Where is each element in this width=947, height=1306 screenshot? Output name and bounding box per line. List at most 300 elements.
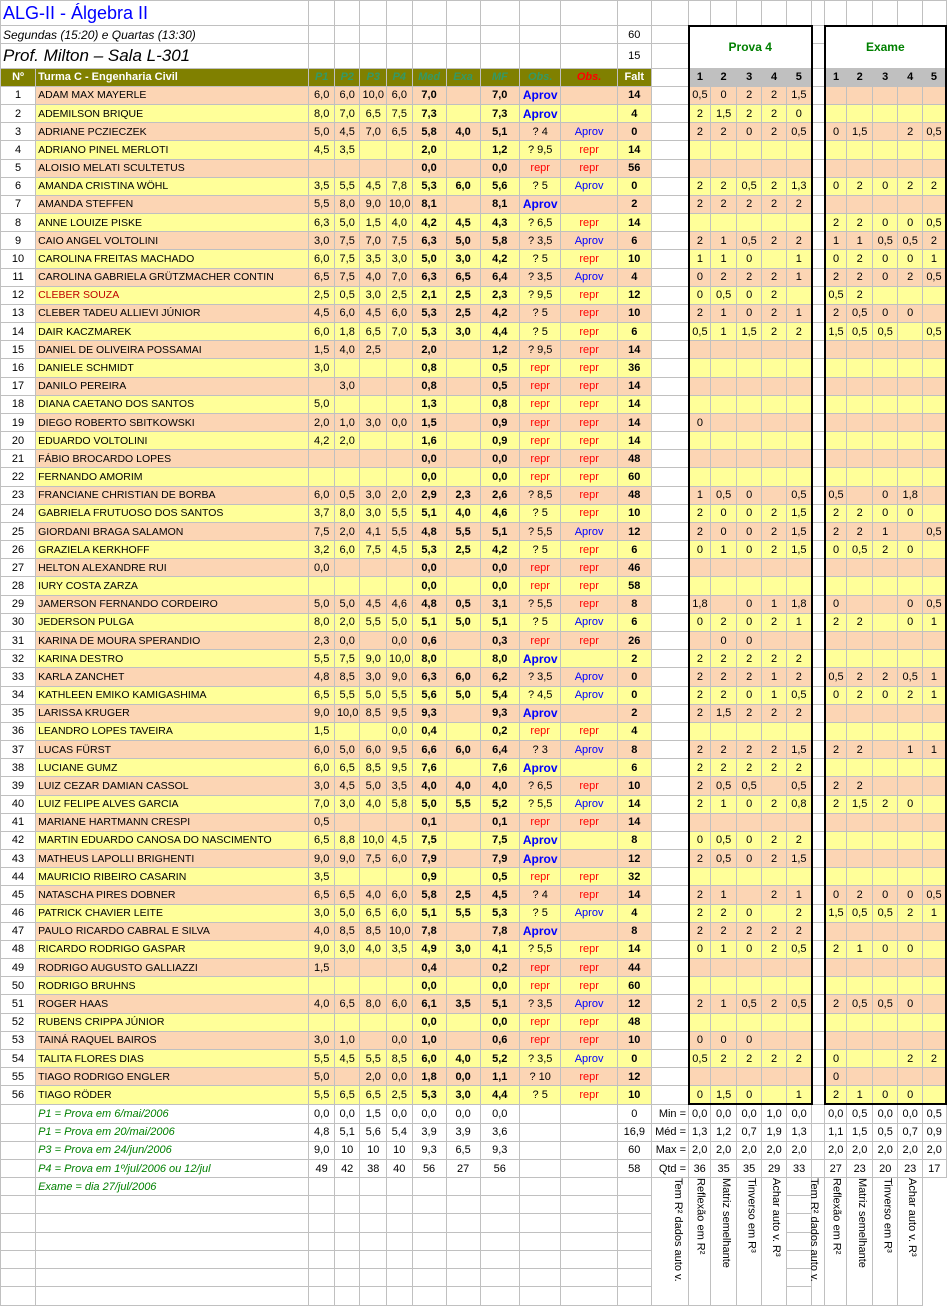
empty-cell[interactable]: [651, 722, 688, 740]
prova4-q3[interactable]: [736, 722, 762, 740]
prova4-q5[interactable]: 0,5: [786, 486, 812, 504]
prova4-q1[interactable]: [689, 631, 711, 649]
empty-cell[interactable]: [812, 686, 825, 704]
absences[interactable]: 14: [617, 795, 651, 813]
grade-p3[interactable]: [360, 450, 387, 468]
grade-p1[interactable]: 6,0: [309, 323, 335, 341]
prova4-q1[interactable]: [689, 1013, 711, 1031]
empty-cell[interactable]: [387, 1178, 413, 1196]
grade-p1[interactable]: 4,5: [309, 141, 335, 159]
grade-p1[interactable]: 5,0: [309, 123, 335, 141]
grade-p1[interactable]: [309, 1013, 335, 1031]
stat-value[interactable]: 42: [334, 1159, 360, 1177]
exame-q4[interactable]: 0: [898, 214, 922, 232]
status-obs2[interactable]: Aprov: [561, 995, 617, 1013]
status-obs2[interactable]: repr: [561, 868, 617, 886]
prova4-q5[interactable]: [786, 214, 812, 232]
schedule-text[interactable]: Segundas (15:20) e Quartas (13:30): [1, 26, 309, 44]
prova4-stat[interactable]: 2,0: [689, 1141, 711, 1159]
status-obs[interactable]: ? 5,5: [519, 795, 560, 813]
prova4-q2[interactable]: 1: [711, 323, 737, 341]
exame-q4[interactable]: [898, 1068, 922, 1086]
exame-q5[interactable]: [922, 141, 946, 159]
exame-q1[interactable]: [825, 377, 847, 395]
exame-q5[interactable]: [922, 504, 946, 522]
exame-q1[interactable]: 2: [825, 1086, 847, 1105]
grade-p1[interactable]: 6,5: [309, 831, 335, 849]
prova4-q4[interactable]: [762, 486, 786, 504]
student-name[interactable]: LUIZ CEZAR DAMIAN CASSOL: [36, 777, 309, 795]
exame-q5[interactable]: 2: [922, 232, 946, 250]
exame-q1[interactable]: [825, 1031, 847, 1049]
grade-p3[interactable]: 7,5: [360, 850, 387, 868]
empty-cell[interactable]: [36, 1196, 309, 1214]
grade-exa[interactable]: 5,0: [446, 232, 480, 250]
prova4-q5[interactable]: 2: [786, 650, 812, 668]
status-obs2[interactable]: [561, 195, 617, 213]
empty-cell[interactable]: [309, 1269, 335, 1287]
grade-mf[interactable]: 0,2: [480, 722, 519, 740]
empty-cell[interactable]: [812, 177, 825, 195]
grade-p1[interactable]: 1,5: [309, 959, 335, 977]
prova4-q5[interactable]: [786, 286, 812, 304]
exame-q4[interactable]: [898, 159, 922, 177]
grade-p3[interactable]: 2,0: [360, 1068, 387, 1086]
prova4-q2[interactable]: 0: [711, 504, 737, 522]
grade-mf[interactable]: 2,6: [480, 486, 519, 504]
absences[interactable]: 14: [617, 813, 651, 831]
empty-cell[interactable]: [922, 1, 946, 26]
empty-cell[interactable]: [812, 123, 825, 141]
grade-p1[interactable]: 9,0: [309, 850, 335, 868]
student-number[interactable]: 49: [1, 959, 36, 977]
grade-mf[interactable]: 8,0: [480, 650, 519, 668]
student-name[interactable]: CAROLINA GABRIELA GRÜTZMACHER CONTIN: [36, 268, 309, 286]
exame-q5[interactable]: [922, 704, 946, 722]
grade-med[interactable]: 0,0: [412, 559, 446, 577]
status-obs[interactable]: repr: [519, 377, 560, 395]
absences[interactable]: 56: [617, 159, 651, 177]
grade-p3[interactable]: 7,0: [360, 232, 387, 250]
grade-p3[interactable]: [360, 1031, 387, 1049]
student-name[interactable]: PATRICK CHAVIER LEITE: [36, 904, 309, 922]
empty-cell[interactable]: [480, 1178, 519, 1196]
empty-cell[interactable]: [651, 795, 688, 813]
exame-stat[interactable]: 17: [922, 1159, 946, 1177]
student-number[interactable]: 31: [1, 631, 36, 649]
exame-q3[interactable]: 0: [872, 1086, 898, 1105]
exame-q4[interactable]: [898, 850, 922, 868]
exame-q4[interactable]: [898, 813, 922, 831]
exame-q5[interactable]: 1: [922, 904, 946, 922]
empty-cell[interactable]: [812, 450, 825, 468]
status-obs2[interactable]: repr: [561, 1031, 617, 1049]
grade-p3[interactable]: [360, 468, 387, 486]
prova4-q5[interactable]: 2: [786, 232, 812, 250]
exame-q1-header[interactable]: 1: [825, 68, 847, 86]
empty-cell[interactable]: [651, 704, 688, 722]
exame-q5[interactable]: [922, 1068, 946, 1086]
exame-q2[interactable]: [847, 86, 873, 104]
status-obs2[interactable]: Aprov: [561, 123, 617, 141]
student-number[interactable]: 18: [1, 395, 36, 413]
student-number[interactable]: 24: [1, 504, 36, 522]
grade-p2[interactable]: 2,0: [334, 432, 360, 450]
grade-p4[interactable]: 2,0: [387, 486, 413, 504]
exame-q1[interactable]: 2: [825, 268, 847, 286]
empty-cell[interactable]: [334, 26, 360, 44]
grade-p1[interactable]: 6,0: [309, 486, 335, 504]
student-name[interactable]: MARTIN EDUARDO CANOSA DO NASCIMENTO: [36, 831, 309, 849]
empty-cell[interactable]: [334, 1196, 360, 1214]
status-obs2[interactable]: repr: [561, 486, 617, 504]
empty-cell[interactable]: [812, 432, 825, 450]
status-obs2[interactable]: Aprov: [561, 686, 617, 704]
empty-cell[interactable]: [561, 1104, 617, 1123]
exame-q1[interactable]: [825, 559, 847, 577]
student-name[interactable]: RODRIGO AUGUSTO GALLIAZZI: [36, 959, 309, 977]
prova4-q3[interactable]: [736, 577, 762, 595]
absences[interactable]: 4: [617, 722, 651, 740]
exame-q3[interactable]: 0: [872, 177, 898, 195]
status-obs2[interactable]: Aprov: [561, 268, 617, 286]
exame-q1[interactable]: [825, 704, 847, 722]
grade-p3[interactable]: 3,0: [360, 668, 387, 686]
status-obs2[interactable]: repr: [561, 377, 617, 395]
empty-cell[interactable]: [651, 959, 688, 977]
grade-p2[interactable]: 3,0: [334, 795, 360, 813]
grade-p3[interactable]: 6,0: [360, 741, 387, 759]
student-number[interactable]: 12: [1, 286, 36, 304]
prova4-q3[interactable]: 0: [736, 595, 762, 613]
grade-mf[interactable]: 5,4: [480, 686, 519, 704]
exame-q5[interactable]: [922, 359, 946, 377]
empty-cell[interactable]: [519, 1178, 560, 1196]
exame-q4[interactable]: [898, 577, 922, 595]
prova4-q2[interactable]: 2: [711, 668, 737, 686]
status-obs[interactable]: ? 9,5: [519, 341, 560, 359]
student-number[interactable]: 20: [1, 432, 36, 450]
grade-med[interactable]: 4,0: [412, 777, 446, 795]
stat-value[interactable]: 1,5: [360, 1104, 387, 1123]
grade-p1[interactable]: 6,5: [309, 268, 335, 286]
prova4-q4[interactable]: [762, 868, 786, 886]
empty-cell[interactable]: [360, 1, 387, 26]
exame-q2[interactable]: [847, 650, 873, 668]
exame-q1[interactable]: 2: [825, 304, 847, 322]
absences[interactable]: 26: [617, 631, 651, 649]
stat-label[interactable]: Méd =: [651, 1123, 688, 1141]
exame-q4[interactable]: 0: [898, 886, 922, 904]
grade-p4[interactable]: 8,5: [387, 1049, 413, 1067]
exame-q3[interactable]: 1: [872, 522, 898, 540]
exame-q1[interactable]: 0: [825, 250, 847, 268]
note-text[interactable]: P1 = Prova em 20/mai/2006: [36, 1123, 309, 1141]
grade-med[interactable]: 2,1: [412, 286, 446, 304]
student-number[interactable]: 22: [1, 468, 36, 486]
prova4-q1[interactable]: [689, 395, 711, 413]
grade-p3[interactable]: [360, 813, 387, 831]
status-obs2[interactable]: repr: [561, 159, 617, 177]
grade-exa[interactable]: [446, 395, 480, 413]
empty-cell[interactable]: [651, 831, 688, 849]
prova4-q2[interactable]: [711, 1068, 737, 1086]
empty-cell[interactable]: [651, 1013, 688, 1031]
professor-text[interactable]: Prof. Milton – Sala L-301: [1, 44, 309, 68]
grade-p2[interactable]: 9,0: [334, 850, 360, 868]
status-obs[interactable]: repr: [519, 959, 560, 977]
grade-p1[interactable]: 8,0: [309, 613, 335, 631]
exame-q2[interactable]: [847, 341, 873, 359]
exame-q4[interactable]: [898, 468, 922, 486]
prova4-stat[interactable]: 29: [762, 1159, 786, 1177]
grade-p3[interactable]: 9,0: [360, 195, 387, 213]
student-number[interactable]: 17: [1, 377, 36, 395]
prova4-q1[interactable]: 0: [689, 1031, 711, 1049]
empty-cell[interactable]: [561, 1287, 617, 1306]
grade-med[interactable]: 0,6: [412, 631, 446, 649]
grade-p3[interactable]: 7,5: [360, 541, 387, 559]
exame-q4[interactable]: [898, 722, 922, 740]
exame-q5[interactable]: [922, 1086, 946, 1105]
empty-cell[interactable]: [412, 1, 446, 26]
status-obs[interactable]: ? 5,5: [519, 595, 560, 613]
empty-cell[interactable]: [812, 977, 825, 995]
grade-mf[interactable]: 7,5: [480, 831, 519, 849]
empty-cell[interactable]: [762, 1, 786, 26]
grade-p2[interactable]: 2,0: [334, 613, 360, 631]
empty-cell[interactable]: [812, 1141, 825, 1159]
grade-p2[interactable]: 5,5: [334, 686, 360, 704]
exame-q2[interactable]: 2: [847, 250, 873, 268]
exame-q2[interactable]: [847, 704, 873, 722]
grade-p2[interactable]: 1,0: [334, 413, 360, 431]
student-number[interactable]: 37: [1, 741, 36, 759]
empty-cell[interactable]: [561, 1, 617, 26]
prova4-q1[interactable]: 2: [689, 795, 711, 813]
exame-q3[interactable]: [872, 286, 898, 304]
prova4-q5[interactable]: 1,5: [786, 541, 812, 559]
student-number[interactable]: 8: [1, 214, 36, 232]
empty-cell[interactable]: [651, 105, 688, 123]
empty-cell[interactable]: [360, 1196, 387, 1214]
status-obs2[interactable]: repr: [561, 1068, 617, 1086]
empty-cell[interactable]: [36, 1250, 309, 1268]
stat-value[interactable]: 10: [387, 1141, 413, 1159]
empty-cell[interactable]: [651, 395, 688, 413]
exame-stat[interactable]: 27: [825, 1159, 847, 1177]
empty-cell[interactable]: [617, 1232, 651, 1250]
status-obs[interactable]: repr: [519, 395, 560, 413]
grade-p3[interactable]: 4,0: [360, 268, 387, 286]
prova4-q5[interactable]: 1,5: [786, 86, 812, 104]
exame-q2[interactable]: 0,5: [847, 304, 873, 322]
grade-exa[interactable]: [446, 359, 480, 377]
prova4-q2[interactable]: 0,5: [711, 486, 737, 504]
grade-p4[interactable]: 10,0: [387, 922, 413, 940]
student-number[interactable]: 35: [1, 704, 36, 722]
student-name[interactable]: LARISSA KRUGER: [36, 704, 309, 722]
prova4-q4[interactable]: 2: [762, 650, 786, 668]
exame-q2[interactable]: [847, 722, 873, 740]
status-obs2[interactable]: Aprov: [561, 232, 617, 250]
exame-q4[interactable]: [898, 1013, 922, 1031]
grade-p3[interactable]: 8,5: [360, 922, 387, 940]
empty-cell[interactable]: [651, 177, 688, 195]
prova4-q5[interactable]: [786, 395, 812, 413]
grade-p4[interactable]: 6,5: [387, 123, 413, 141]
prova4-q2[interactable]: 0,5: [711, 850, 737, 868]
empty-cell[interactable]: [309, 1196, 335, 1214]
empty-cell[interactable]: [446, 26, 480, 44]
status-obs2[interactable]: Aprov: [561, 613, 617, 631]
grade-p2[interactable]: 7,5: [334, 268, 360, 286]
grade-p2[interactable]: 6,0: [334, 86, 360, 104]
grade-p1[interactable]: 5,0: [309, 1068, 335, 1086]
grade-exa[interactable]: [446, 450, 480, 468]
exame-stat[interactable]: 2,0: [825, 1141, 847, 1159]
prova4-q3[interactable]: 2: [736, 759, 762, 777]
grade-exa[interactable]: 5,5: [446, 522, 480, 540]
empty-cell[interactable]: [360, 1287, 387, 1306]
status-obs2[interactable]: repr: [561, 1013, 617, 1031]
prova4-q5[interactable]: 0,8: [786, 795, 812, 813]
prova4-q5[interactable]: 2: [786, 831, 812, 849]
grade-p4[interactable]: 2,5: [387, 286, 413, 304]
grade-p3[interactable]: 5,5: [360, 1049, 387, 1067]
grade-p1[interactable]: 7,0: [309, 795, 335, 813]
status-obs2[interactable]: [561, 850, 617, 868]
exame-stat[interactable]: 2,0: [872, 1141, 898, 1159]
absences[interactable]: 0: [617, 123, 651, 141]
stat-value[interactable]: 6,5: [446, 1141, 480, 1159]
absences[interactable]: 10: [617, 1031, 651, 1049]
prova4-q5[interactable]: [786, 559, 812, 577]
exame-q2[interactable]: 2: [847, 268, 873, 286]
grade-p4[interactable]: 5,8: [387, 795, 413, 813]
grade-mf[interactable]: 0,9: [480, 413, 519, 431]
empty-cell[interactable]: [309, 1214, 335, 1232]
exame-q4[interactable]: [898, 868, 922, 886]
grade-p4[interactable]: 9,5: [387, 704, 413, 722]
exame-q3[interactable]: [872, 105, 898, 123]
prova4-q1[interactable]: [689, 377, 711, 395]
empty-cell[interactable]: [387, 1250, 413, 1268]
prova4-q3[interactable]: [736, 468, 762, 486]
exame-q2[interactable]: 2: [847, 522, 873, 540]
prova4-q2[interactable]: 1: [711, 250, 737, 268]
absences[interactable]: 6: [617, 541, 651, 559]
prova4-q2[interactable]: 2: [711, 686, 737, 704]
student-name[interactable]: IURY COSTA ZARZA: [36, 577, 309, 595]
empty-cell[interactable]: [617, 1, 651, 26]
exame-q3[interactable]: [872, 1031, 898, 1049]
exame-q5[interactable]: [922, 468, 946, 486]
grade-exa[interactable]: 6,0: [446, 177, 480, 195]
exame-q3[interactable]: [872, 559, 898, 577]
col-header-n[interactable]: Nº: [1, 68, 36, 86]
status-obs2[interactable]: Aprov: [561, 1049, 617, 1067]
status-obs2[interactable]: repr: [561, 977, 617, 995]
prova4-q2[interactable]: [711, 468, 737, 486]
grade-mf[interactable]: 0,0: [480, 1013, 519, 1031]
prova4-q3[interactable]: 0: [736, 904, 762, 922]
status-obs[interactable]: ? 3,5: [519, 1049, 560, 1067]
exame-q5[interactable]: [922, 868, 946, 886]
exame-q2[interactable]: [847, 759, 873, 777]
exame-q4[interactable]: [898, 105, 922, 123]
exame-q1[interactable]: [825, 468, 847, 486]
prof-value[interactable]: 15: [617, 44, 651, 68]
absences[interactable]: 10: [617, 504, 651, 522]
exame-q5[interactable]: [922, 195, 946, 213]
prova4-q3[interactable]: 2: [736, 86, 762, 104]
exame-q4[interactable]: 0: [898, 250, 922, 268]
exame-q2[interactable]: [847, 395, 873, 413]
exame-q1[interactable]: 0: [825, 541, 847, 559]
exame-q3[interactable]: 0: [872, 940, 898, 958]
status-obs[interactable]: repr: [519, 1013, 560, 1031]
prova4-topic[interactable]: Tinverso em R³: [736, 1178, 762, 1306]
grade-p2[interactable]: 5,0: [334, 595, 360, 613]
student-number[interactable]: 29: [1, 595, 36, 613]
exame-q1[interactable]: [825, 450, 847, 468]
exame-q5-header[interactable]: 5: [922, 68, 946, 86]
empty-cell[interactable]: [812, 359, 825, 377]
exame-stat[interactable]: 1,1: [825, 1123, 847, 1141]
exame-q4[interactable]: 1,8: [898, 486, 922, 504]
grade-p2[interactable]: 7,5: [334, 250, 360, 268]
student-name[interactable]: LUCAS FÜRST: [36, 741, 309, 759]
grade-p3[interactable]: 9,0: [360, 650, 387, 668]
empty-cell[interactable]: [812, 559, 825, 577]
absences[interactable]: 4: [617, 268, 651, 286]
empty-cell[interactable]: [812, 613, 825, 631]
empty-cell[interactable]: [711, 1, 737, 26]
exame-q5[interactable]: 1: [922, 613, 946, 631]
prova4-q1[interactable]: 0: [689, 541, 711, 559]
grade-p4[interactable]: 6,0: [387, 86, 413, 104]
prova4-q3[interactable]: [736, 868, 762, 886]
absences[interactable]: 6: [617, 323, 651, 341]
empty-cell[interactable]: [334, 1269, 360, 1287]
exame-q5[interactable]: [922, 959, 946, 977]
prova4-q1[interactable]: [689, 722, 711, 740]
prova4-q2[interactable]: 2: [711, 650, 737, 668]
absences[interactable]: 12: [617, 995, 651, 1013]
exame-q4[interactable]: [898, 341, 922, 359]
empty-cell[interactable]: [480, 1, 519, 26]
exame-stat[interactable]: 0,5: [922, 1104, 946, 1123]
grade-mf[interactable]: 5,1: [480, 613, 519, 631]
exame-q2[interactable]: 0,5: [847, 995, 873, 1013]
prova4-stat[interactable]: 2,0: [762, 1141, 786, 1159]
student-number[interactable]: 6: [1, 177, 36, 195]
empty-cell[interactable]: [651, 777, 688, 795]
grade-p2[interactable]: [334, 468, 360, 486]
grade-mf[interactable]: 7,6: [480, 759, 519, 777]
empty-cell[interactable]: [1, 1269, 36, 1287]
empty-cell[interactable]: [309, 1287, 335, 1306]
prova4-q5[interactable]: 1: [786, 886, 812, 904]
grade-p3[interactable]: 4,5: [360, 304, 387, 322]
exame-q3[interactable]: 0: [872, 486, 898, 504]
grade-p2[interactable]: [334, 722, 360, 740]
empty-cell[interactable]: [651, 123, 688, 141]
student-name[interactable]: JEDERSON PULGA: [36, 613, 309, 631]
grade-p2[interactable]: [334, 1013, 360, 1031]
empty-cell[interactable]: [412, 1269, 446, 1287]
